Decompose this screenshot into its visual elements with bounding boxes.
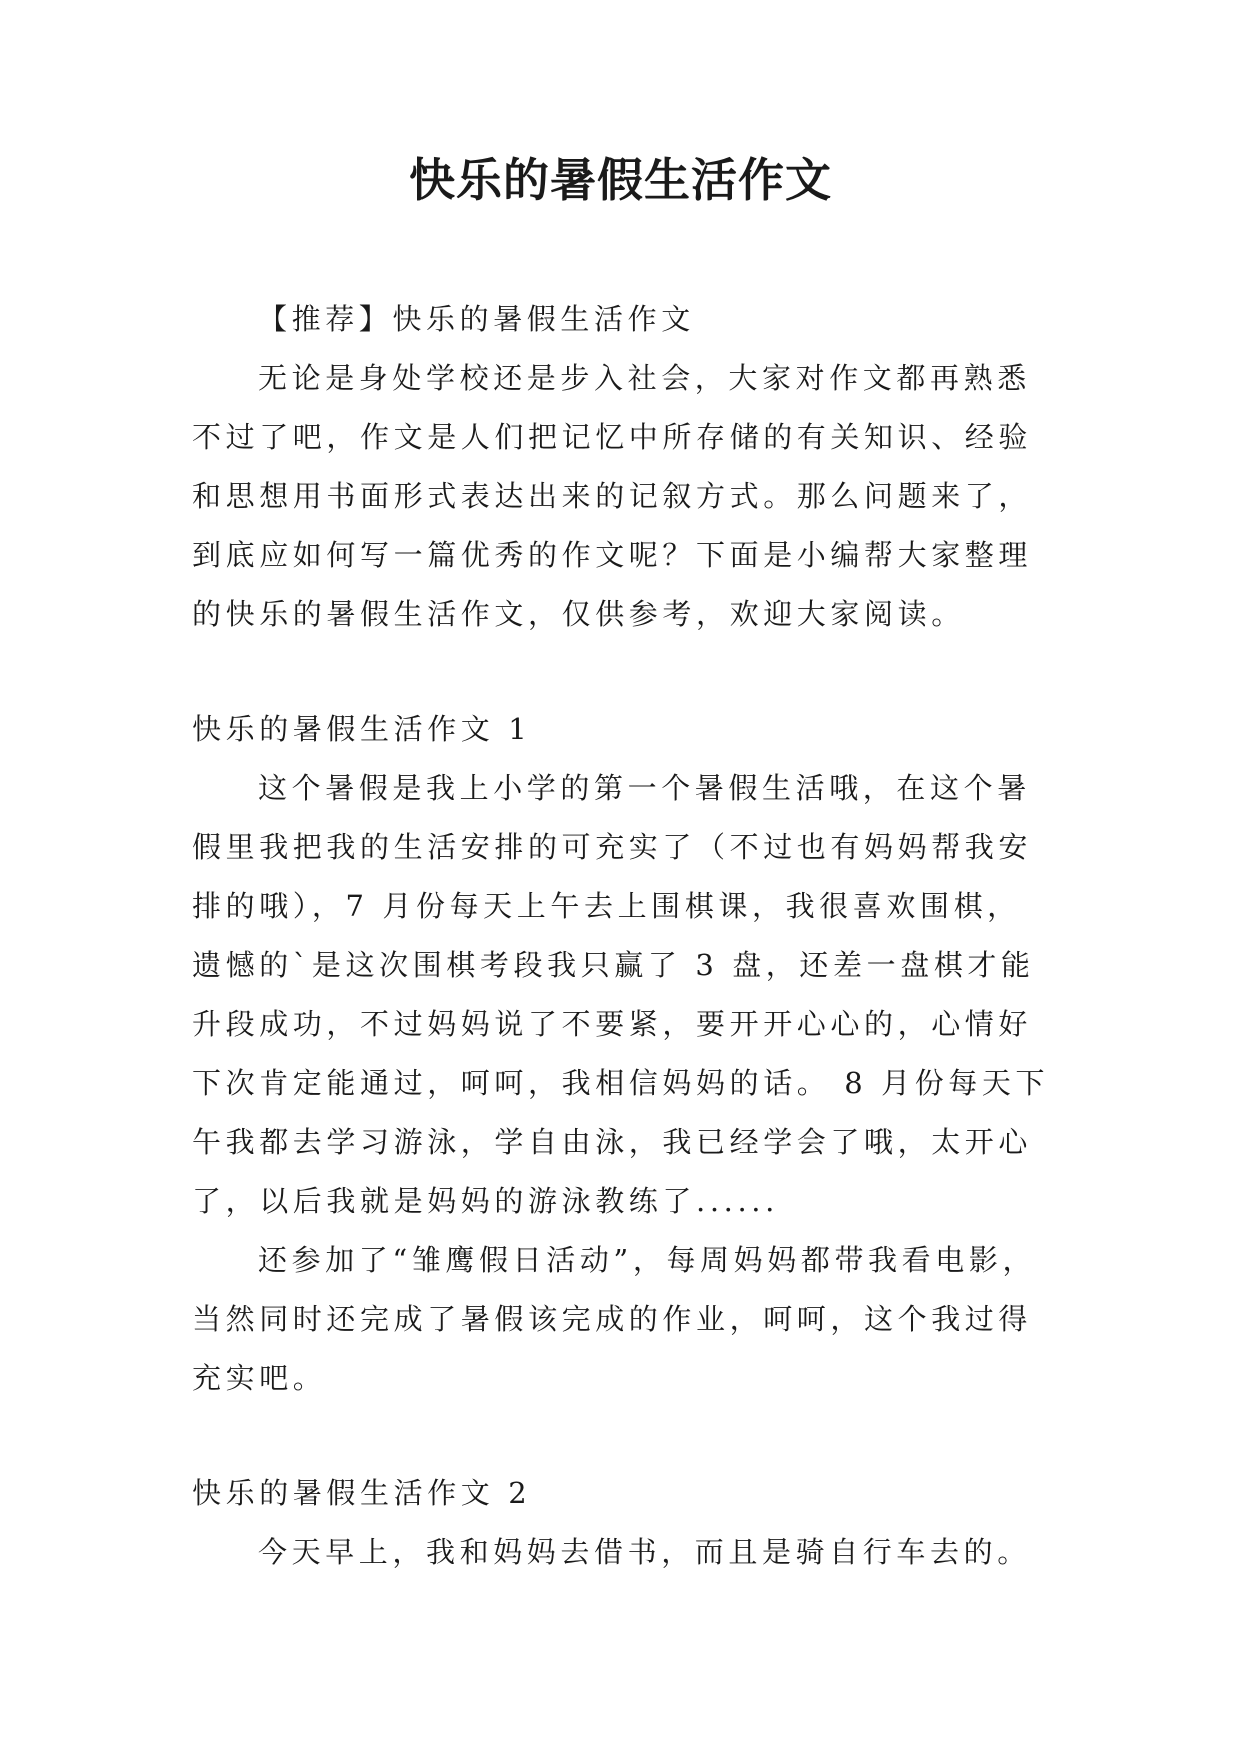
intro-label: 【推荐】快乐的暑假生活作文 [258,302,695,336]
section-1-paragraph-2: 还参加了“雏鹰假日活动”，每周妈妈都带我看电影，当然同时还完成了暑假该完成的作业，呵呵，这个我过得充实吧。 [192,1243,1037,1395]
document-body [192,290,1052,1582]
section-heading-1: 快乐的暑假生活作文 1 [192,712,532,746]
intro-paragraph: 无论是身处学校还是步入社会，大家对作文都再熟悉不过了吧，作文是人们把记忆中所存储的有关知识、经验和思想用书面形式表达出来的记叙方式。那么问题来了，到底应如何写一篇优秀的作文呢？下面是小编帮大家整理的快乐的暑假生活作文，仅供参考，欢迎大家阅读。 [192,361,1033,631]
document-title: 快乐的暑假生活作文 [409,153,832,207]
section-heading-2: 快乐的暑假生活作文 2 [192,1476,532,1510]
section-gap [192,1408,1052,1464]
section-1-paragraph-1: 这个暑假是我上小学的第一个暑假生活哦，在这个暑假里我把我的生活安排的可充实了（不过也有妈妈帮我安排的哦），7 月份每天上午去上围棋课，我很喜欢围棋，遗憾的`是这次围棋考段我只赢了 3 盘，还差一盘棋才能升段成功，不过妈妈说了不要紧，要开开心心的，心情好下次肯定能通过，呵呵，我相信妈妈的话。 8 月份每天下午我都去学习游泳，学自由泳，我已经学会了哦，太开心了，以后我就是妈妈的游泳教练了...... [192,771,1050,1218]
section-gap [192,644,1052,700]
section-2-paragraph-1: 今天早上，我和妈妈去借书，而且是骑自行车去的。 [258,1535,1031,1569]
